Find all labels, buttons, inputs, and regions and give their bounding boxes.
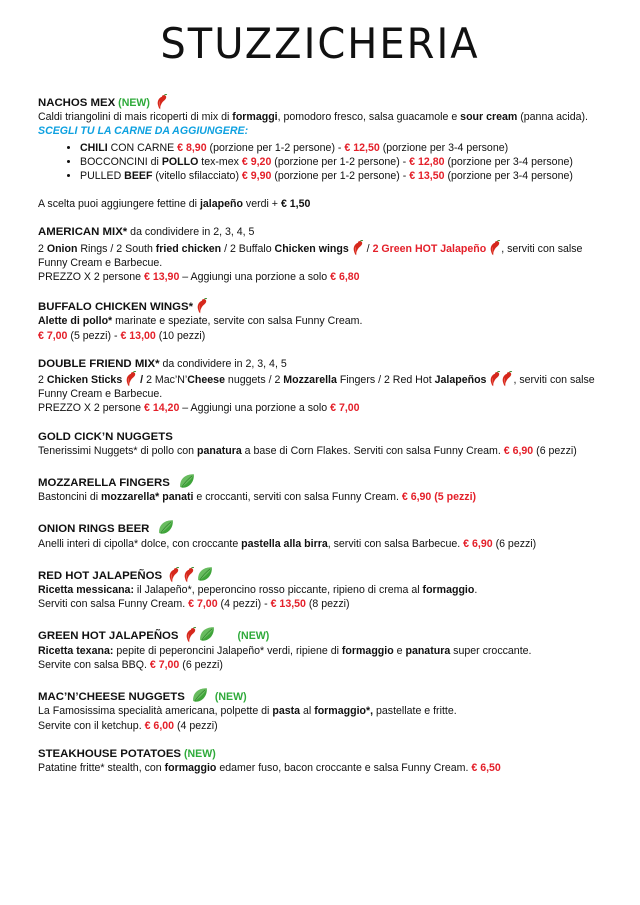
- chili-pepper-icon: [185, 627, 197, 643]
- section-american-mix: [38, 225, 602, 284]
- description-text: Patatine fritte* stealth, con formaggio edamer fuso, bacon croccante e salsa Funny Cream. € 6,50: [38, 761, 501, 774]
- new-badge: (NEW): [214, 691, 247, 704]
- price: € 12,80: [409, 155, 445, 168]
- description-text: La Famosissima specialità americana, polpette di pasta al formaggio*, pastellate e fritte.: [38, 705, 457, 718]
- price-line: Servite con salsa BBQ. € 7,00 (6 pezzi): [38, 658, 223, 671]
- description-text: Ricetta texana: pepite di peperoncini Jalapeño* verdi, ripiene di formaggio e panatura super croccante.: [38, 644, 532, 657]
- price-line: € 7,00 (5 pezzi) - € 13,00 (10 pezzi): [38, 329, 206, 342]
- description-text: Bastoncini di mozzarella* panati e croccanti, serviti con salsa Funny Cream. € 6,90 (5 pezzi): [38, 491, 477, 504]
- item-title: GOLD CICK’N NUGGETS: [38, 430, 173, 443]
- green-leaf-icon: [196, 565, 214, 583]
- description-bold: sour cream: [460, 111, 518, 124]
- choose-meat-label: SCEGLI TU LA CARNE DA AGGIUNGERE:: [38, 125, 249, 138]
- green-leaf-icon: [198, 625, 216, 643]
- description-text: Alette di pollo* marinate e speziate, servite con salsa Funny Cream.: [38, 315, 363, 328]
- meat-options-list: [38, 141, 602, 184]
- item-subtitle: da condividere in 2, 3, 4, 5: [127, 226, 255, 239]
- page-title: STUZZICHERIA: [160, 20, 480, 69]
- list-item: • PULLED BEEF (vitello sfilacciato) € 9,90 (porzione per 1-2 persone) - € 13,50 (porzione per 3-4 persone): [80, 169, 602, 183]
- price: € 9,90: [241, 170, 272, 183]
- item-subtitle: da condividere in 2, 3, 4, 5: [159, 357, 287, 370]
- description-text: 2 Chicken Sticks / 2 Mac’N’Cheese nuggets / 2 Mozzarella Fingers / 2 Red Hot Jalapeños , serviti con salse Funny Cream e Barbecue.: [38, 371, 602, 401]
- extra-option: A scelta puoi aggiungere fettine di jalapeño verdi + € 1,50: [38, 198, 311, 211]
- description-text: Ricetta messicana: il Jalapeño*, peperoncino rosso piccante, ripieno di crema al formaggio.: [38, 584, 478, 597]
- chili-pepper-icon: [196, 298, 208, 314]
- price-line: PREZZO X 2 persone € 13,90 – Aggiungi una porzione a solo € 6,80: [38, 271, 360, 284]
- description-text: Anelli interi di cipolla* dolce, con croccante pastella alla birra, serviti con salsa Barbecue. € 6,90 (6 pezzi): [38, 537, 537, 550]
- section-mozzarella-fingers: [38, 472, 602, 504]
- item-title: STEAKHOUSE POTATOES: [38, 747, 182, 760]
- description-text: Tenerissimi Nuggets* di pollo con panatura a base di Corn Flakes. Serviti con salsa Funny Cream. € 6,90 (6 pezzi): [38, 444, 577, 457]
- chili-pepper-icon: [125, 371, 137, 387]
- description-bold: formaggi: [232, 111, 278, 124]
- item-title: RED HOT JALAPEÑOS: [38, 569, 163, 582]
- item-title: MAC’N’CHEESE NUGGETS: [38, 691, 185, 704]
- chili-pepper-icon: [489, 371, 501, 387]
- price: € 13,50: [409, 170, 445, 183]
- description-text: 2 Onion Rings / 2 South fried chicken / 2 Buffalo Chicken wings / 2 Green HOT Jalapeño , serviti con salse Funny Cream e Barbecue.: [38, 240, 602, 270]
- description-text: Caldi triangolini di mais ricoperti di mix di: [38, 111, 233, 124]
- item-title: MOZZARELLA FINGERS: [38, 477, 170, 490]
- item-title: NACHOS MEX: [38, 97, 116, 109]
- green-leaf-icon: [191, 686, 209, 704]
- chili-pepper-icon: [168, 567, 180, 583]
- description-text: , pomodoro fresco, salsa guacamole e: [277, 111, 461, 124]
- section-red-hot-jalapenos: [38, 565, 602, 612]
- price-line: Servite con il ketchup. € 6,00 (4 pezzi): [38, 719, 218, 732]
- item-title: ONION RINGS BEER: [38, 523, 150, 536]
- section-mac-n-cheese-nuggets: [38, 686, 602, 733]
- section-gold-nuggets: [38, 430, 602, 458]
- item-title: DOUBLE FRIEND MIX*: [38, 357, 160, 370]
- chili-pepper-icon: [156, 94, 168, 110]
- section-green-hot-jalapenos: [38, 625, 602, 672]
- chili-pepper-icon: [489, 240, 501, 256]
- section-onion-rings-beer: [38, 518, 602, 550]
- price-line: PREZZO X 2 persone € 14,20 – Aggiungi una porzione a solo € 7,00: [38, 402, 360, 415]
- list-item: • BOCCONCINI di POLLO tex-mex € 9,20 (porzione per 1-2 persone) - € 12,80 (porzione per 3-4 persone): [80, 155, 602, 169]
- price: € 9,20: [241, 155, 272, 168]
- section-steakhouse-potatoes: [38, 747, 602, 775]
- item-title: BUFFALO CHICKEN WINGS*: [38, 301, 194, 314]
- price-line: Serviti con salsa Funny Cream. € 7,00 (4 pezzi) - € 13,50 (8 pezzi): [38, 598, 350, 611]
- description-text: (panna acida).: [517, 111, 588, 124]
- green-leaf-icon: [157, 518, 175, 536]
- chili-pepper-icon: [183, 567, 195, 583]
- price: € 8,90: [177, 141, 207, 154]
- section-double-friend-mix: [38, 357, 602, 416]
- chili-pepper-icon: [501, 371, 513, 387]
- chili-pepper-icon: [352, 240, 364, 256]
- new-badge: (NEW): [118, 97, 150, 109]
- item-title: AMERICAN MIX*: [38, 226, 128, 239]
- item-title: GREEN HOT JALAPEÑOS: [38, 630, 179, 643]
- new-badge: (NEW): [237, 630, 270, 643]
- section-nachos-mex: [38, 94, 602, 211]
- new-badge: (NEW): [184, 747, 216, 760]
- section-buffalo-chicken-wings: [38, 298, 602, 343]
- list-item: • CHILI CON CARNE € 8,90 (porzione per 1-2 persone) - € 12,50 (porzione per 3-4 persone): [80, 141, 602, 155]
- green-leaf-icon: [178, 472, 196, 490]
- price: € 12,50: [344, 141, 380, 154]
